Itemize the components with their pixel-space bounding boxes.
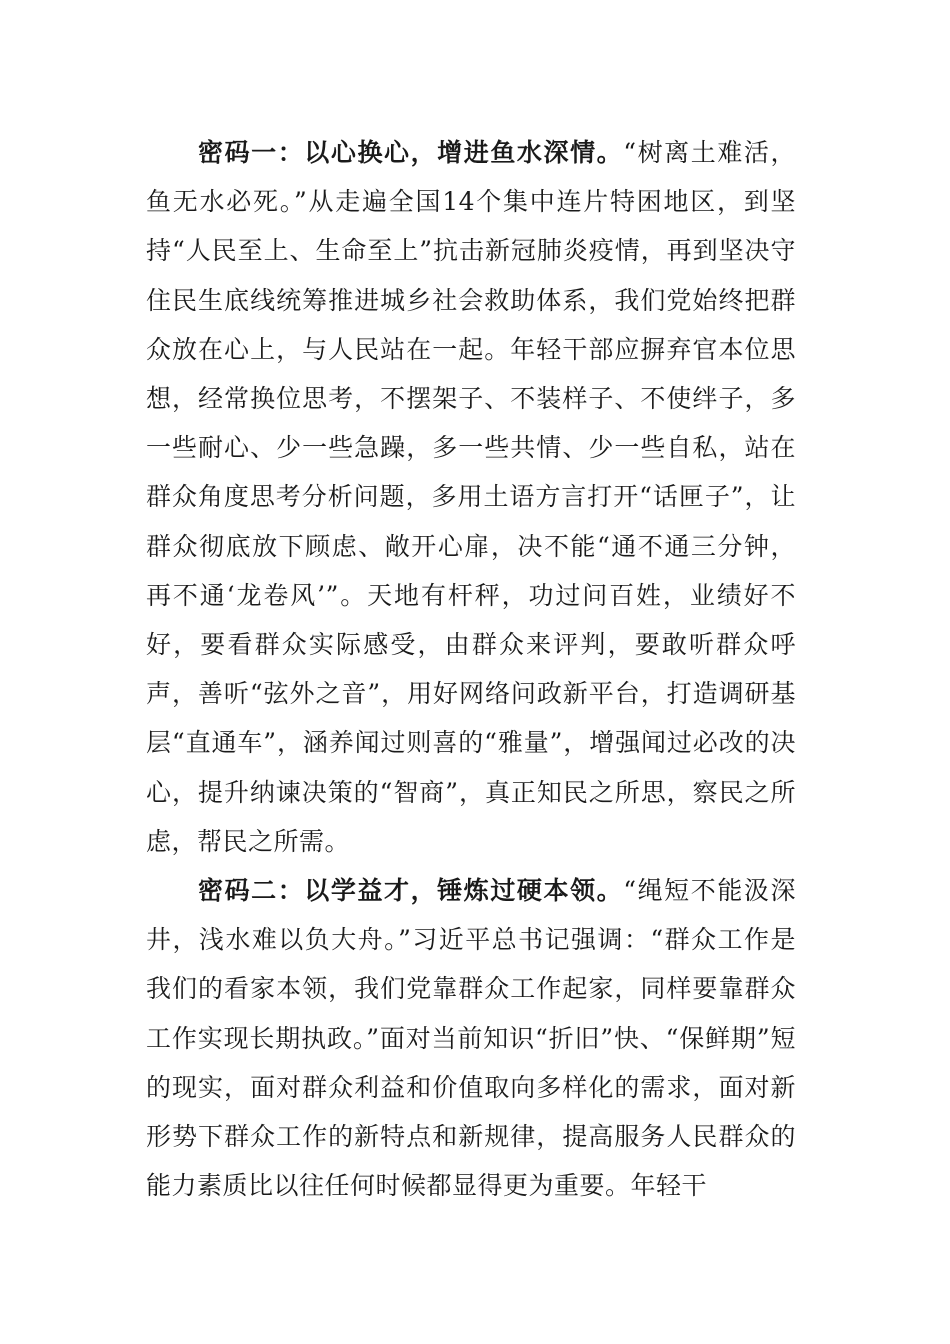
- paragraph-text: “树离土难活，鱼无水必死。”从走遍全国14个集中连片特困地区，到坚持“人民至上、生命至上”抗击新冠肺炎疫情，再到坚决守住民生底线统筹推进城乡社会救助体系，我们党始终把群众放在心上，与人民站在一起。年轻干部应摒弃官本位思想，经常换位思考，不摆架子、不装样子、不使绊子，多一些耐心、少一些急躁，多一些共情、少一些自私，站在群众角度思考分析问题，多用土语方言打开“话匣子”，让群众彻底放下顾虑、敞开心扉，决不能“通不通三分钟，再不通‘龙卷风’”。天地有杆秤，功过问百姓，业绩好不好，要看群众实际感受，由群众来评判，要敢听群众呼声，善听“弦外之音”，用好网络问政新平台，打造调研基层“直通车”，涵养闻过则喜的“雅量”，增强闻过必改的决心，提升纳谏决策的“智商”，真正知民之所思，察民之所虑，帮民之所需。: [146, 138, 796, 856]
- paragraph-heading: 密码二：以学益才，锤炼过硬本领。: [198, 876, 624, 906]
- document-body: [146, 128, 796, 1210]
- paragraph-password-two: [146, 866, 796, 1210]
- paragraph-password-one: [146, 128, 796, 866]
- paragraph-heading: 密码一：以心换心，增进鱼水深情。: [198, 138, 624, 167]
- paragraph-text: “绳短不能汲深井，浅水难以负大舟。”习近平总书记强调：“群众工作是我们的看家本领，我们党靠群众工作起家，同样要靠群众工作实现长期执政。”面对当前知识“折旧”快、“保鲜期”短的现实，面对群众利益和价值取向多样化的需求，面对新形势下群众工作的新特点和新规律，提高服务人民群众的能力素质比以往任何时候都显得更为重要。年轻干: [146, 876, 796, 1201]
